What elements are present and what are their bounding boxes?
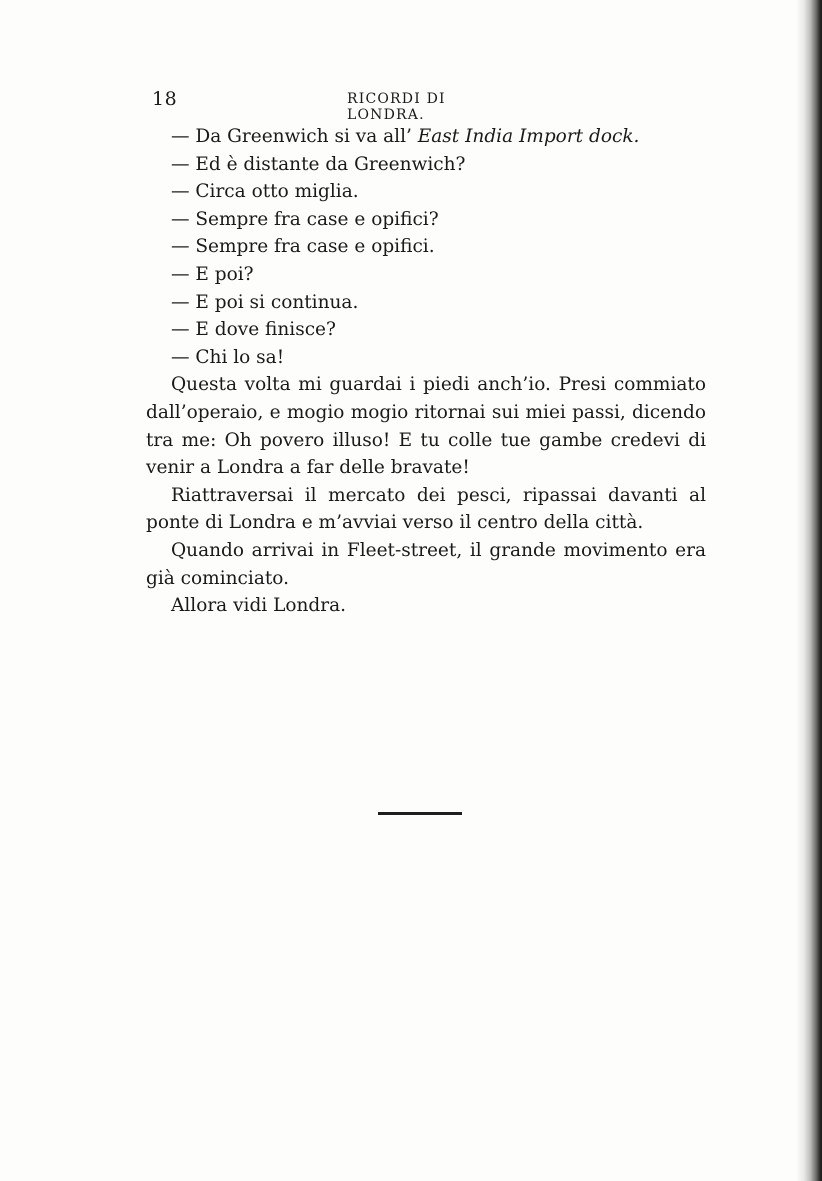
paragraph-line: Riattraversai il mercato dei pesci, ripassai davanti al bbox=[171, 484, 706, 506]
paragraph-line: Quando arrivai in Fleet-street, il grande movimento era bbox=[171, 539, 706, 561]
paragraph bbox=[146, 371, 706, 481]
dialogue-line: — E poi? bbox=[171, 263, 254, 285]
chapter-end-rule bbox=[378, 812, 462, 815]
paragraph bbox=[146, 592, 706, 620]
page-number: 18 bbox=[152, 88, 178, 110]
page-edge-shadow bbox=[796, 0, 822, 1181]
page-header bbox=[152, 88, 522, 123]
paragraph-line: ponte di Londra e m’avviai verso il centro della città. bbox=[146, 512, 644, 534]
running-head: RICORDI DI LONDRA. bbox=[347, 91, 446, 123]
paragraph-line: dall’operaio, e mogio mogio ritornai sui miei passi, dicendo bbox=[146, 401, 706, 423]
dialogue-line: — Chi lo sa! bbox=[171, 346, 285, 368]
paragraph bbox=[146, 537, 706, 592]
emphasized-text: East India Import dock. bbox=[417, 126, 640, 147]
paragraph-line: Questa volta mi guardai i piedi anch’io. Presi commiato bbox=[171, 374, 706, 396]
paragraph-line: Allora vidi Londra. bbox=[171, 595, 347, 617]
dialogue-line: — Circa otto miglia. bbox=[171, 181, 359, 203]
dialogue-line: — E poi si continua. bbox=[171, 291, 359, 313]
dialogue-line: — Ed è distante da Greenwich? bbox=[171, 153, 466, 175]
paragraph-line: tra me: Oh povero illuso! E tu colle tue gambe credevi di bbox=[146, 429, 706, 451]
body-text bbox=[146, 123, 706, 620]
dialogue-line: — Sempre fra case e opifici. bbox=[171, 236, 435, 258]
paragraph bbox=[146, 482, 706, 537]
dialogue-line: — Da Greenwich si va all’ East India Import dock. bbox=[171, 126, 640, 147]
dialogue-line: — Sempre fra case e opifici? bbox=[171, 208, 439, 230]
paragraph-line: già cominciato. bbox=[146, 567, 289, 589]
dialogue-line: — E dove finisce? bbox=[171, 319, 336, 341]
paragraph-line: venir a Londra a far delle bravate! bbox=[146, 457, 470, 479]
